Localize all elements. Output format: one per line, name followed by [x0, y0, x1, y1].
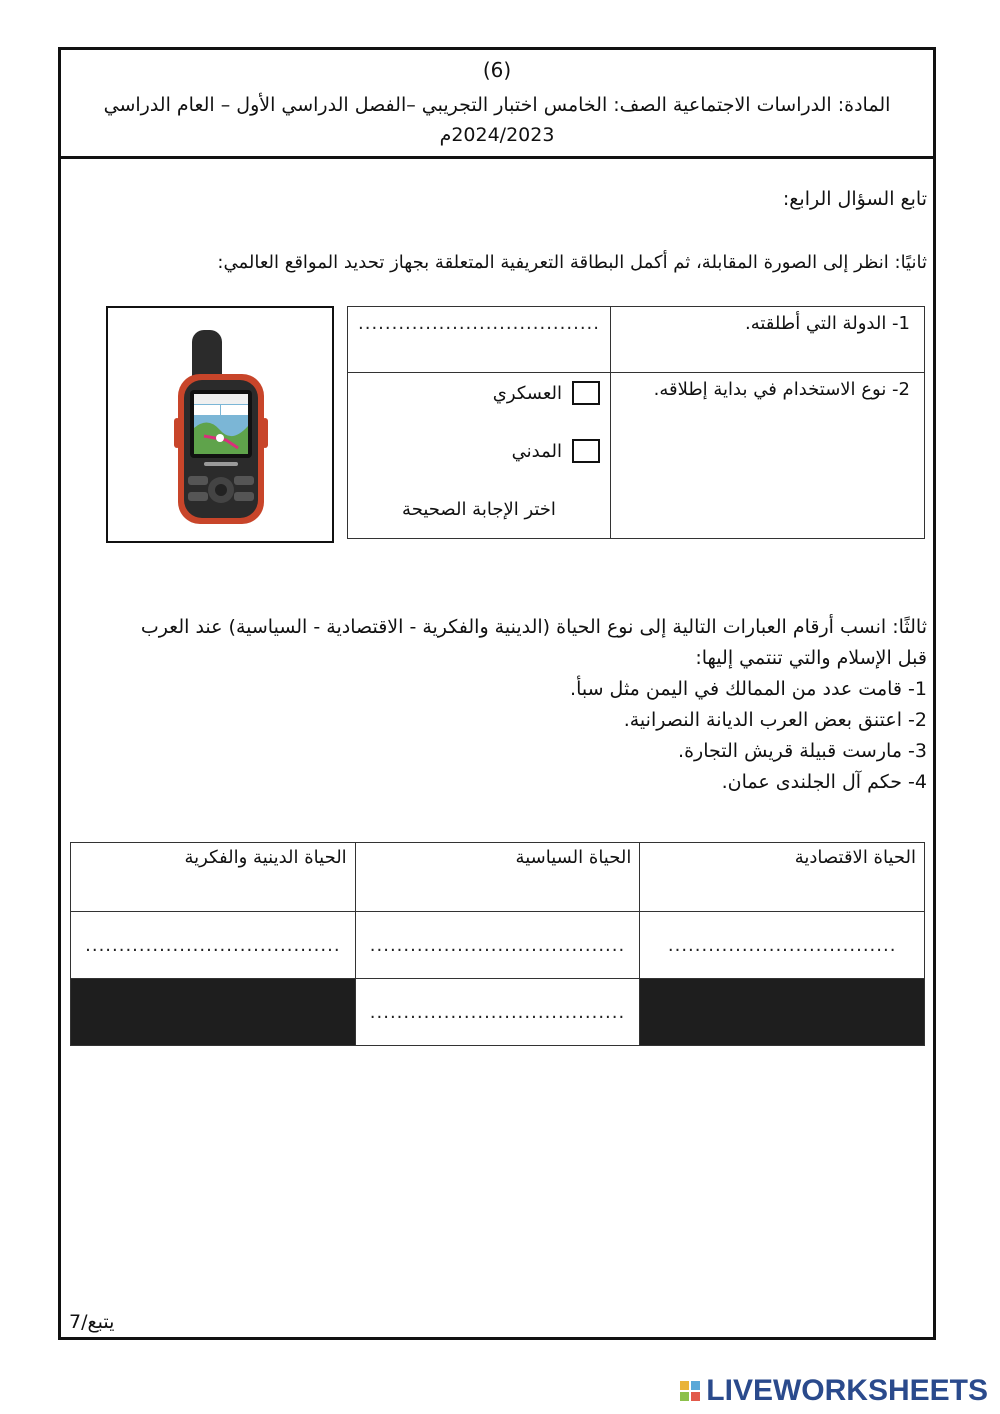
statement-4: 4- حكم آل الجلندى عمان. [721, 771, 927, 793]
option-military-label: العسكري [492, 382, 562, 404]
third-section [111, 612, 927, 798]
gps-image-box [106, 306, 334, 543]
answer-political[interactable]: ...................................... [355, 912, 640, 979]
statement-2: 2- اعتنق بعض العرب الديانة النصرانية. [623, 709, 927, 731]
liveworksheets-logo-icon [680, 1381, 700, 1401]
card-answer-2 [348, 373, 611, 539]
worksheet-frame [58, 47, 936, 1340]
choose-hint: اختر الإجابة الصحيحة [402, 499, 556, 520]
answer-political-2[interactable]: ...................................... [355, 979, 640, 1046]
column-religious: الحياة الدينية والفكرية [71, 843, 356, 912]
checkbox-civil[interactable] [572, 439, 600, 463]
option-civil-label: المدني [511, 440, 562, 462]
third-instruction: ثالثًا: انسب أرقام العبارات التالية إلى نوع الحياة (الدينية والفكرية - الاقتصادية - السياسية) عند العرب قبل الإسلام والتي تنتمي إليها: [140, 616, 927, 669]
question-title: تابع السؤال الرابع: [782, 188, 927, 210]
page-number: (6) [482, 58, 512, 82]
blocked-cell-religious [71, 979, 356, 1046]
card-question-2: 2- نوع الاستخدام في بداية إطلاقه. [610, 373, 924, 539]
brand-name: LIVEWORKSHEETS [706, 1374, 988, 1407]
second-instruction: ثانيًا: انظر إلى الصورة المقابلة، ثم أكمل البطاقة التعريفية المتعلقة بجهاز تحديد المواقع العالمي: [217, 252, 927, 273]
column-economic: الحياة الاقتصادية [640, 843, 925, 912]
gps-info-card [347, 306, 925, 539]
header-subject-line: المادة: الدراسات الاجتماعية الصف: الخامس اختبار التجريبي –الفصل الدراسي الأول – العام الدراسي 2024/2023م [103, 94, 891, 146]
answer-economic[interactable]: .................................. [640, 912, 925, 979]
liveworksheets-brand [680, 1374, 988, 1408]
gps-device-icon [108, 308, 332, 541]
worksheet-header [61, 50, 933, 159]
continue-note: يتبع/7 [69, 1311, 115, 1333]
answer-blank-country[interactable]: .................................... [358, 313, 600, 334]
option-civil[interactable] [358, 439, 600, 463]
statement-1: 1- قامت عدد من الممالك في اليمن مثل سبأ. [570, 678, 927, 700]
blocked-cell-economic [640, 979, 925, 1046]
column-political: الحياة السياسية [355, 843, 640, 912]
life-type-table [70, 842, 925, 1046]
option-military[interactable] [358, 381, 600, 405]
statement-3: 3- مارست قبيلة قريش التجارة. [678, 740, 927, 762]
card-question-1: 1- الدولة التي أطلقته. [610, 307, 924, 373]
card-answer-1[interactable] [348, 307, 611, 373]
answer-religious[interactable]: ...................................... [71, 912, 356, 979]
checkbox-military[interactable] [572, 381, 600, 405]
